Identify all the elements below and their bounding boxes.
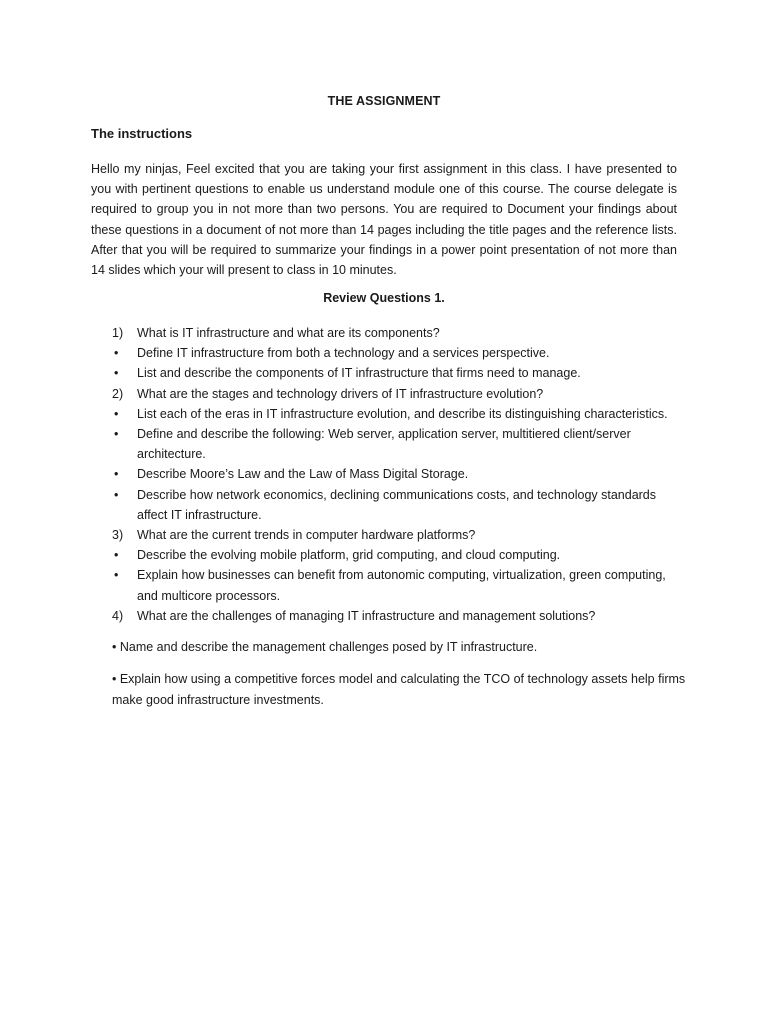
list-marker: 1) — [112, 326, 124, 340]
question-text: Describe Moore’s Law and the Law of Mass Digital Storage. — [137, 467, 469, 482]
question-item — [112, 384, 687, 404]
question-text: List each of the eras in IT infrastructure evolution, and describe its distinguishing characteristics. — [137, 406, 668, 421]
list-marker: 2) — [112, 386, 124, 401]
list-marker: 3) — [112, 528, 124, 543]
question-text: Define and describe the following: Web server, application server, multitiered client/server architecture. — [137, 427, 631, 462]
list-marker: • — [114, 467, 119, 482]
question-text: What is IT infrastructure and what are its components? — [137, 326, 440, 340]
document-title: THE ASSIGNMENT — [327, 94, 441, 108]
question-text: Describe how network economics, declining communications costs, and technology standards affect IT infrastructure. — [137, 487, 657, 522]
extra-point: • Name and describe the management challenges posed by IT infrastructure. — [112, 640, 538, 654]
list-marker: • — [114, 548, 119, 563]
extra-point: • Explain how using a competitive forces model and calculating the TCO of technology assets help firms make good infrastructure investments. — [112, 672, 686, 707]
question-item — [112, 545, 687, 565]
question-text: List and describe the components of IT infrastructure that firms need to manage. — [137, 366, 581, 381]
list-marker: 4) — [112, 608, 124, 623]
instructions-heading: The instructions — [91, 126, 193, 141]
question-text: Define IT infrastructure from both a technology and a services perspective. — [137, 346, 550, 361]
question-text: What are the current trends in computer hardware platforms? — [137, 528, 476, 543]
list-marker: • — [114, 427, 119, 442]
question-text: What are the stages and technology drivers of IT infrastructure evolution? — [137, 386, 544, 401]
list-marker: • — [114, 406, 119, 421]
intro-paragraph: Hello my ninjas, Feel excited that you are taking your first assignment in this class. I have presented to you with pertinent questions to enable us understand module one of this course. The course delegate is required to group you in not more than two persons. You are required to Document your findings about these questions in a document of not more than 14 pages including the title pages and the reference lists. After that you will be required to summarize your findings in a power point presentation of not more than 14 slides which your will present to class in 10 minutes. — [91, 162, 677, 278]
question-text: Describe the evolving mobile platform, grid computing, and cloud computing. — [137, 548, 561, 563]
list-marker: • — [114, 487, 119, 502]
question-item — [112, 424, 687, 464]
review-questions-list — [112, 323, 687, 626]
question-item — [112, 464, 687, 484]
question-item — [112, 404, 687, 424]
question-item — [112, 606, 687, 626]
list-marker: • — [114, 346, 119, 361]
question-item — [112, 363, 687, 383]
question-item — [112, 343, 687, 363]
list-marker: • — [114, 568, 119, 583]
question-item — [112, 525, 687, 545]
list-marker: • — [114, 366, 119, 381]
question-text: What are the challenges of managing IT infrastructure and management solutions? — [137, 608, 596, 623]
question-item — [112, 565, 687, 605]
question-item — [112, 485, 687, 525]
review-questions-heading: Review Questions 1. — [323, 291, 445, 305]
question-text: Explain how businesses can benefit from autonomic computing, virtualization, green computing, and multicore processors. — [137, 568, 666, 603]
question-item — [112, 323, 687, 343]
